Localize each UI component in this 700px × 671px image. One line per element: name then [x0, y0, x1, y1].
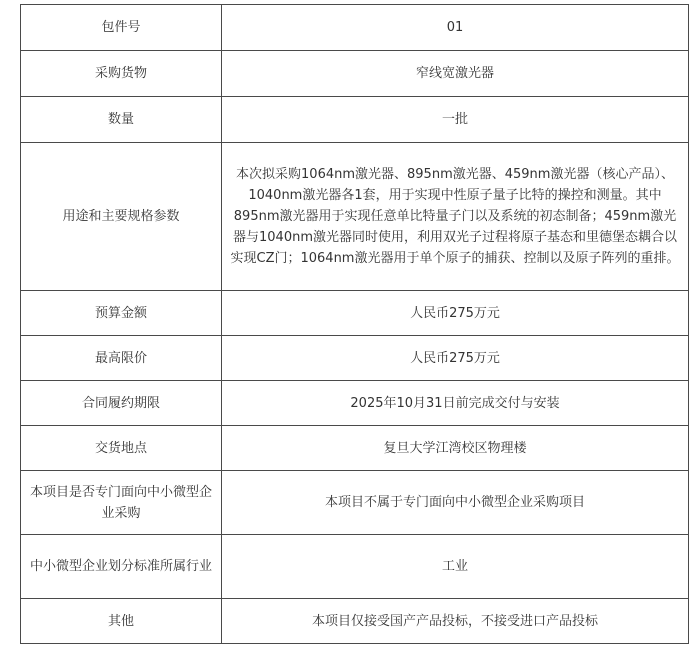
procurement-spec-table [20, 4, 689, 644]
row-label-goods: 采购货物 [21, 51, 222, 97]
row-value-contract-period: 2025年10月31日前完成交付与安装 [222, 381, 689, 426]
row-label-other: 其他 [21, 599, 222, 644]
table-row [21, 599, 689, 644]
row-value-usage-specs: 本次拟采购1064nm激光器、895nm激光器、459nm激光器（核心产品）、1040nm激光器各1套，用于实现中性原子量子比特的操控和测量。其中895nm激光器用于实现任意单比特量子门以及系统的初态制备；459nm激光器与1040nm激光器同时使用，利用双光子过程将原子基态和里德堡态耦合以实现CZ门；1064nm激光器用于单个原子的捕获、控制以及原子阵列的重排。 [222, 143, 689, 291]
row-value-max-price: 人民币275万元 [222, 336, 689, 381]
table-row [21, 336, 689, 381]
row-value-quantity: 一批 [222, 97, 689, 143]
row-value-goods: 窄线宽激光器 [222, 51, 689, 97]
table-row [21, 291, 689, 336]
table-row [21, 381, 689, 426]
row-label-sme-dedicated: 本项目是否专门面向中小微型企业采购 [21, 471, 222, 535]
table-row [21, 471, 689, 535]
row-value-budget: 人民币275万元 [222, 291, 689, 336]
table-row [21, 426, 689, 471]
row-label-sme-industry: 中小微型企业划分标准所属行业 [21, 535, 222, 599]
row-value-sme-industry: 工业 [222, 535, 689, 599]
table-row [21, 51, 689, 97]
table-row [21, 97, 689, 143]
row-label-budget: 预算金额 [21, 291, 222, 336]
row-label-max-price: 最高限价 [21, 336, 222, 381]
row-label-package-number: 包件号 [21, 5, 222, 51]
row-label-contract-period: 合同履约期限 [21, 381, 222, 426]
row-value-delivery-location: 复旦大学江湾校区物理楼 [222, 426, 689, 471]
table-row [21, 143, 689, 291]
table-row [21, 535, 689, 599]
row-value-package-number: 01 [222, 5, 689, 51]
row-value-other: 本项目仅接受国产产品投标，不接受进口产品投标 [222, 599, 689, 644]
row-label-delivery-location: 交货地点 [21, 426, 222, 471]
row-label-quantity: 数量 [21, 97, 222, 143]
row-label-usage-specs: 用途和主要规格参数 [21, 143, 222, 291]
row-value-sme-dedicated: 本项目不属于专门面向中小微型企业采购项目 [222, 471, 689, 535]
table-row [21, 5, 689, 51]
